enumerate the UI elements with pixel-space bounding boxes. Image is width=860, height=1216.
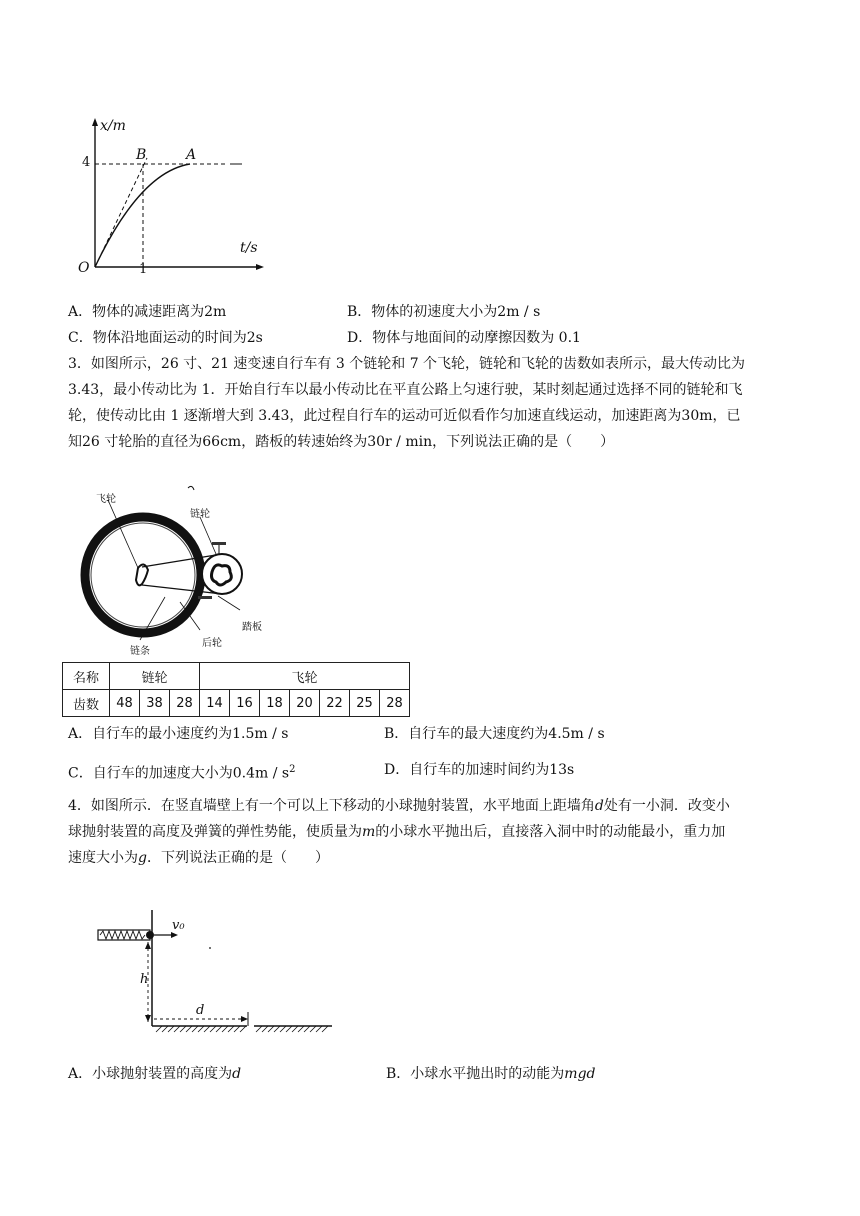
q3-option-c[interactable] bbox=[68, 760, 295, 784]
q4-text: 的小球水平抛出后，直接落入洞中时的动能最小，重力加 bbox=[375, 824, 726, 840]
q4-var-m: m bbox=[362, 824, 376, 840]
q3-option-d[interactable]: D．自行车的加速时间约为13s bbox=[384, 762, 575, 778]
q4-text: 4．如图所示．在竖直墙壁上有一个可以上下移动的小球抛射装置，水平地面上距墙角 bbox=[68, 798, 595, 814]
q4-stem-line-1 bbox=[68, 796, 730, 816]
table-header-flywheel: 飞轮 bbox=[200, 663, 410, 690]
point-a-label: A bbox=[186, 147, 197, 163]
d-label: d bbox=[196, 1003, 205, 1018]
q4-option-b-var: mgd bbox=[564, 1066, 596, 1082]
q4-text: 速度大小为 bbox=[68, 850, 138, 866]
q3-stem-line-4: 知26 寸轮胎的直径为66cm，踏板的转速始终为30r / min，下列说法正确的是（ ） bbox=[68, 434, 615, 450]
v0-label: v₀ bbox=[172, 918, 185, 933]
table-cell: 22 bbox=[320, 690, 350, 717]
table-cell: 18 bbox=[260, 690, 290, 717]
table-row bbox=[63, 690, 410, 717]
table-cell: 38 bbox=[140, 690, 170, 717]
q2-option-b[interactable]: B．物体的初速度大小为2m / s bbox=[347, 304, 541, 320]
x-t-graph bbox=[70, 112, 270, 282]
q4-text: 处有一小洞．改变小 bbox=[603, 798, 730, 814]
table-cell: 14 bbox=[200, 690, 230, 717]
table-cell: 28 bbox=[170, 690, 200, 717]
q4-option-b[interactable] bbox=[386, 1064, 596, 1084]
y-axis-label: x/m bbox=[100, 118, 126, 134]
projectile-figure bbox=[92, 900, 342, 1040]
chain-label: 链条 bbox=[130, 646, 150, 657]
q3-option-c-text: C．自行车的加速度大小为0.4m / s bbox=[68, 765, 290, 782]
q4-option-a[interactable] bbox=[68, 1064, 241, 1084]
pedal-label: 踏板 bbox=[242, 622, 262, 633]
table-header-chainring: 链轮 bbox=[110, 663, 200, 690]
table-cell: 25 bbox=[350, 690, 380, 717]
point-b-label: B bbox=[136, 147, 147, 163]
flywheel-label: 飞轮 bbox=[96, 494, 116, 505]
origin-label: O bbox=[78, 260, 90, 276]
q2-option-c[interactable]: C．物体沿地面运动的时间为2s bbox=[68, 330, 263, 346]
chainring-label: 链轮 bbox=[190, 509, 210, 520]
q3-option-b[interactable]: B．自行车的最大速度约为4.5m / s bbox=[384, 726, 605, 742]
q3-stem-line-3: 轮，使传动比由 1 逐渐增大到 3.43，此过程自行车的运动可近似看作匀加速直线运动，加速距离为30m，已 bbox=[68, 408, 741, 424]
q4-stem-line-2 bbox=[68, 822, 725, 842]
q2-option-a[interactable]: A．物体的减速距离为2m bbox=[68, 304, 227, 320]
table-cell: 20 bbox=[290, 690, 320, 717]
q4-var-d: d bbox=[594, 798, 604, 814]
q4-text: ．下列说法正确的是（ ） bbox=[146, 850, 329, 866]
x-tick-label: 1 bbox=[139, 262, 148, 277]
table-cell: 16 bbox=[230, 690, 260, 717]
h-label: h bbox=[140, 972, 149, 987]
teeth-table bbox=[62, 662, 410, 717]
x-axis-label: t/s bbox=[240, 240, 258, 256]
q4-option-a-text: A．小球抛射装置的高度为 bbox=[68, 1066, 233, 1082]
q3-option-c-sup: 2 bbox=[289, 764, 296, 775]
q4-text: 球抛射装置的高度及弹簧的弹性势能，使质量为 bbox=[68, 824, 362, 840]
table-header-row bbox=[63, 663, 410, 690]
q4-stem-line-3 bbox=[68, 848, 329, 868]
q3-option-a[interactable]: A．自行车的最小速度约为1.5m / s bbox=[68, 726, 289, 742]
q3-stem-line-1: 3．如图所示，26 寸、21 速变速自行车有 3 个链轮和 7 个飞轮，链轮和飞轮的齿数如表所示，最大传动比为 bbox=[68, 356, 746, 372]
q4-option-b-text: B．小球水平抛出时的动能为 bbox=[386, 1066, 565, 1082]
y-tick-label: 4 bbox=[82, 155, 91, 170]
q3-stem-line-2: 3.43，最小传动比为 1．开始自行车以最小传动比在平直公路上匀速行驶，某时刻起通过选择不同的链轮和飞 bbox=[68, 382, 743, 398]
table-row-label: 齿数 bbox=[63, 690, 110, 717]
q4-var-g: g bbox=[138, 850, 147, 866]
table-cell: 28 bbox=[380, 690, 410, 717]
q4-option-a-var: d bbox=[232, 1066, 242, 1082]
q2-option-d[interactable]: D．物体与地面间的动摩擦因数为 0.1 bbox=[347, 330, 581, 346]
rear-wheel-label: 后轮 bbox=[202, 638, 222, 649]
table-cell: 48 bbox=[110, 690, 140, 717]
table-header-name: 名称 bbox=[63, 663, 110, 690]
